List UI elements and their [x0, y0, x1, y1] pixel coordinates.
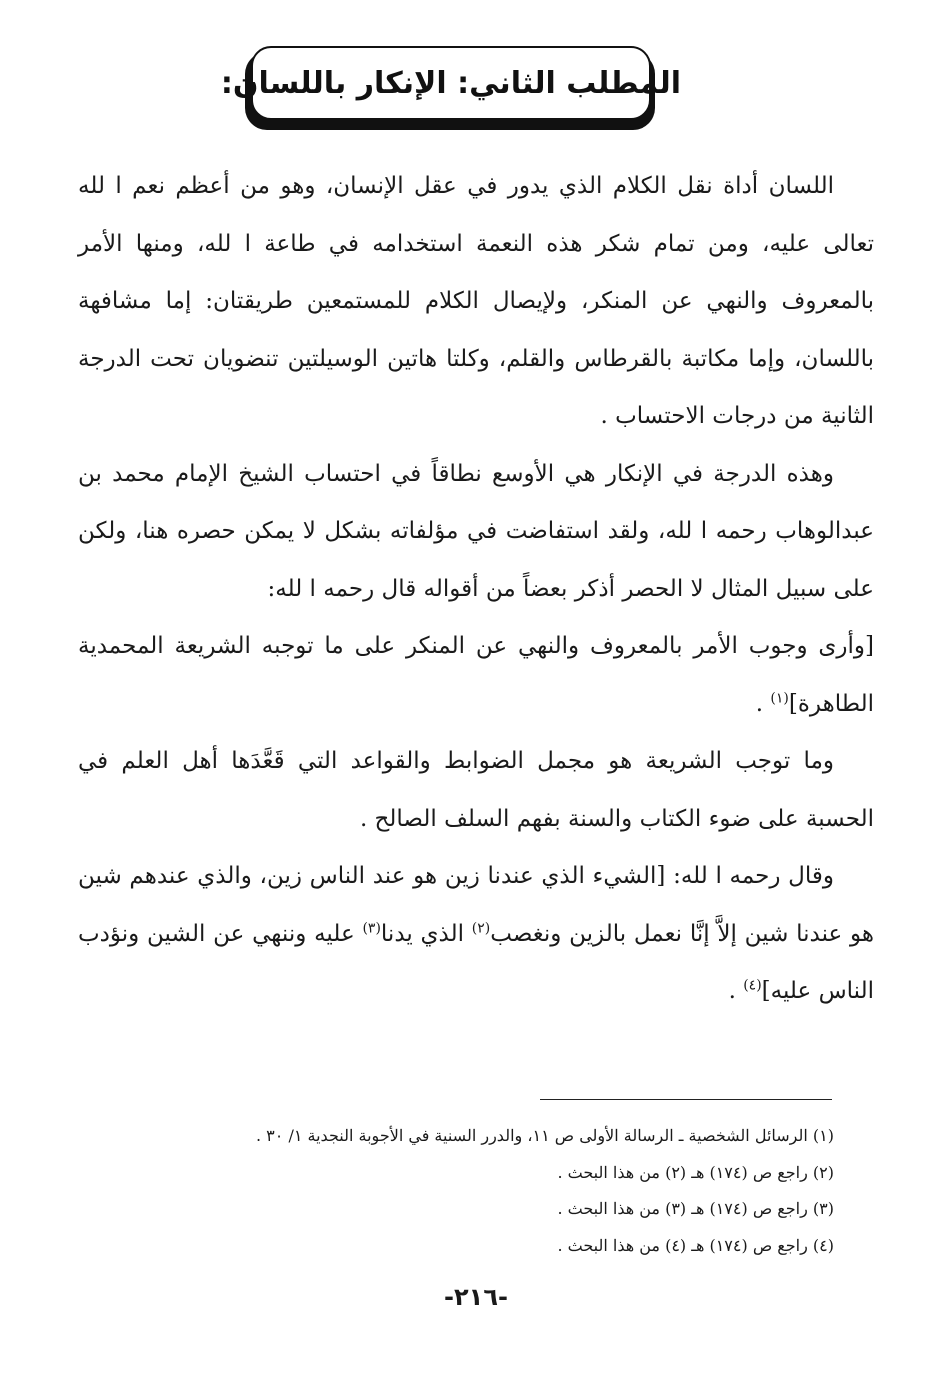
footnote-ref-3: (٣) [362, 919, 381, 936]
paragraph-4: وما توجب الشريعة هو مجمل الضوابط والقواعد التي قَعَّدَها أهل العلم في الحسبة على ضوء الكتاب والسنة بفهم السلف الصالح . [78, 748, 874, 832]
quote-tail: . [755, 690, 771, 717]
page-number: -٢١٦- [444, 1283, 508, 1311]
paragraph-1: اللسان أداة نقل الكلام الذي يدور في عقل الإنسان، وهو من أعظم نعم ا لله تعالى عليه، ومن تمام شكر هذه النعمة استخدامه في طاعة ا لله، ومنها الأمر بالمعروف والنهي عن المنكر، ولإيصال الكلام للمستمعين طريقتان: إما مشافهة باللسان، وإما مكاتبة بالقرطاس والقلم، وكلتا هاتين الوسيلتين تنضويان تحت الدرجة الثانية من درجات الاحتساب . [78, 173, 874, 429]
footnote-1: (١) الرسائل الشخصية ـ الرسالة الأولى ص ١١، والدرر السنية في الأجوبة النجدية ١/ ٣٠ . [256, 1126, 834, 1145]
section-title-frame [220, 46, 682, 132]
footnote-3: (٣) راجع ص (١٧٤) هـ (٣) من هذا البحث . [557, 1199, 834, 1218]
quote-text: [وأرى وجوب الأمر بالمعروف والنهي عن المنكر على ما توجبه الشريعة المحمدية الطاهرة] [78, 633, 874, 717]
quote-tail-2: . [728, 978, 744, 1004]
title-frame [220, 46, 682, 120]
paragraph-3-quote [78, 618, 874, 733]
footnote-ref-4: (٤) [743, 977, 762, 994]
paragraph-2: وهذه الدرجة في الإنكار هي الأوسع نطاقاً في احتساب الشيخ الإمام محمد بن عبدالوهاب رحمه ا لله، ولقد استفاضت في مؤلفاته بشكل لا يمكن حصره هنا، ولكن على سبيل المثال لا الحصر أذكر بعضاً من أقواله قال رحمه ا لله: [78, 460, 874, 602]
footnote-2: (٢) راجع ص (١٧٤) هـ (٢) من هذا البحث . [557, 1162, 834, 1182]
footnote-4: (٤) راجع ص (١٧٤) هـ (٤) من هذا البحث . [557, 1235, 834, 1255]
footnote-ref-1: (١) [770, 689, 789, 706]
paragraph-5-quote [78, 848, 874, 1021]
quote-part-1: وقال رحمه ا لله: [الشيء الذي عندنا زين هو عند الناس زين، والذي عندهم شين هو عندنا شين إلاَّ إنَّا نعمل بالزين ونغصب [78, 863, 874, 947]
footnote-ref-2: (٢) [471, 919, 491, 936]
quote-part-3: عليه وننهي عن الشين ونؤدب الناس عليه] [78, 920, 874, 1004]
section-title: المطلب الثاني: الإنكار باللسان: [220, 65, 682, 101]
body-text [78, 158, 874, 1021]
footnotes [100, 1118, 834, 1264]
footnote-divider [540, 1099, 832, 1100]
quote-part-2: الذي يدنا [380, 920, 472, 947]
